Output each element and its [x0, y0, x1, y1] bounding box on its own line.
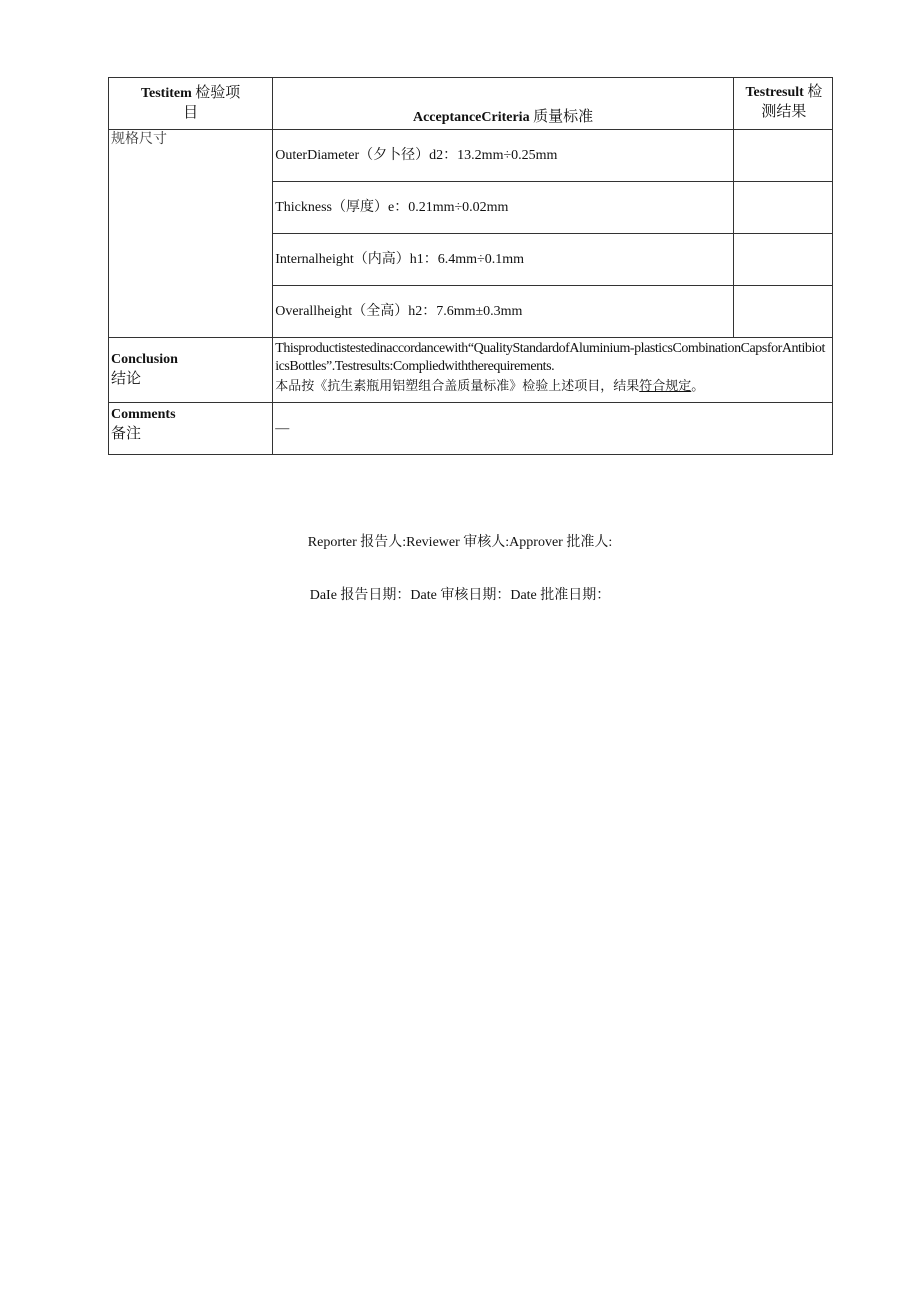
criteria-thickness: Thickness（厚度）e：0.21mm÷0.02mm [273, 182, 734, 234]
spec-dimensions-label: 规格尺寸 [109, 130, 273, 338]
header-acceptance-criteria [273, 78, 734, 130]
comments-value: — [273, 403, 833, 455]
date-line: DaIe 报告日期：Date 审核日期：Date 批准日期： [309, 588, 611, 603]
inspection-report-table [108, 77, 833, 455]
header-result-en: Testresult [745, 85, 804, 100]
result-thickness [733, 182, 832, 234]
header-test-item-zh-cont: 目 [183, 103, 199, 121]
header-result-zh-cont: 测结果 [761, 102, 807, 120]
header-criteria-zh: 质量标准 [533, 107, 594, 125]
criteria-internal-height: Internalheight（内高）h1：6.4mm÷0.1mm [273, 234, 734, 286]
conclusion-zh-verdict: 符合规定 [639, 379, 692, 394]
criteria-overall-height: Overallheight（全高）h2：7.6mm±0.3mm [273, 286, 734, 338]
header-test-item-en: Testitem [140, 86, 192, 101]
conclusion-text-zh [275, 378, 828, 396]
conclusion-label-zh: 结论 [111, 369, 142, 387]
conclusion-text [273, 338, 833, 403]
result-internal-height [733, 234, 832, 286]
table-row [109, 130, 833, 182]
conclusion-label [109, 338, 273, 403]
conclusion-zh-end: 。 [691, 379, 705, 394]
conclusion-text-en: Thisproductistestedinaccordancewith“QualityStandardofAluminium-plasticsCombinationCapsforAntibioticsBottles”.Testresults:Compliedwiththerequirements. [275, 341, 825, 374]
header-test-item [109, 78, 273, 130]
criteria-outer-diameter: OuterDiameter（夕卜径）d2：13.2mm÷0.25mm [273, 130, 734, 182]
conclusion-zh-main: 本品按《抗生素瓶用铝塑组合盖质量标准》检验上述项目，结果 [275, 379, 640, 394]
header-result-zh: 检 [807, 82, 823, 100]
result-outer-diameter [733, 130, 832, 182]
signature-line: Reporter 报告人:Reviewer 审核人:Approver 批准人: [307, 535, 613, 550]
comments-label-zh: 备注 [111, 424, 142, 442]
comments-label [109, 403, 273, 455]
comments-row [109, 403, 833, 455]
table-header-row [109, 78, 833, 130]
conclusion-row [109, 338, 833, 403]
header-test-item-zh: 检验项 [195, 83, 241, 101]
result-overall-height [733, 286, 832, 338]
comments-label-en: Comments [111, 407, 176, 422]
header-criteria-en: AcceptanceCriteria [412, 110, 530, 125]
header-test-result [733, 78, 832, 130]
conclusion-label-en: Conclusion [111, 352, 178, 367]
